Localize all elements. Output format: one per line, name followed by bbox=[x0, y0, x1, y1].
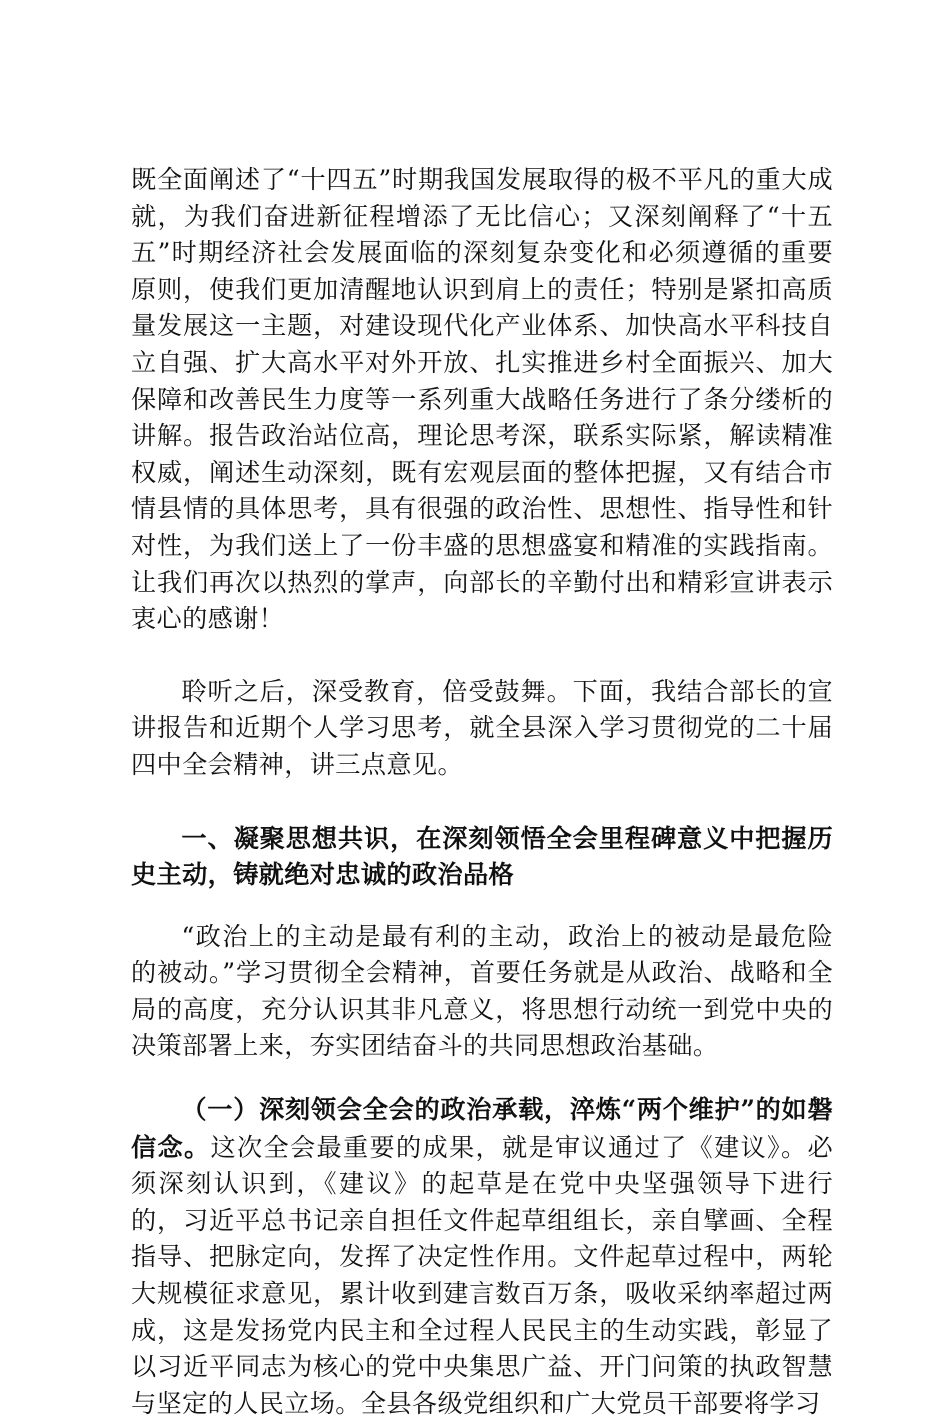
document-body bbox=[131, 162, 833, 1422]
subsection-text: 这次全会最重要的成果，就是审议通过了《建议》。必须深刻认识到，《建议》的起草是在党中央坚强领导下进行的，习近平总书记亲自担任文件起草组组长，亲自擘画、全程指导、把脉定向，发挥了决定性作用。文件起草过程中，两轮大规模征求意见，累计收到建言数百万条，吸收采纳率超过两成，这是发扬党内民主和全过程人民民主的生动实践，彰显了以习近平同志为核心的党中央集思广益、开门问策的执政智慧与坚定的人民立场。全县各级党组织和广大党员干部要将学习 bbox=[131, 1132, 833, 1418]
body-paragraph: “政治上的主动是最有利的主动，政治上的被动是最危险的被动。”学习贯彻全会精神，首要任务就是从政治、战略和全局的高度，充分认识其非凡意义，将思想行动统一到党中央的决策部署上来，夯实团结奋斗的共同思想政治基础。 bbox=[131, 921, 833, 1061]
subsection-heading: （一）深刻领会全会的政治承载，淬炼“两个维护”的如磐信念。 bbox=[131, 1094, 833, 1162]
body-paragraph: 既全面阐述了“十四五”时期我国发展取得的极不平凡的重大成就，为我们奋进新征程增添了无比信心；又深刻阐释了“十五五”时期经济社会发展面临的深刻复杂变化和必须遵循的重要原则，使我们更加清醒地认识到肩上的责任；特别是紧扣高质量发展这一主题，对建设现代化产业体系、加快高水平科技自立自强、扩大高水平对外开放、扎实推进乡村全面振兴、加大保障和改善民生力度等一系列重大战略任务进行了条分缕析的讲解。报告政治站位高，理论思考深，联系实际紧，解读精准权威，阐述生动深刻，既有宏观层面的整体把握，又有结合市情县情的具体思考，具有很强的政治性、思想性、指导性和针对性，为我们送上了一份丰盛的思想盛宴和精准的实践指南。让我们再次以热烈的掌声，向部长的辛勤付出和精彩宣讲表示衷心的感谢！ bbox=[131, 165, 833, 634]
section-heading: 一、凝聚思想共识，在深刻领悟全会里程碑意义中把握历史主动，铸就绝对忠诚的政治品格 bbox=[131, 822, 833, 890]
body-paragraph: 聆听之后，深受教育，倍受鼓舞。下面，我结合部长的宣讲报告和近期个人学习思考，就全县深入学习贯彻党的二十届四中全会精神，讲三点意见。 bbox=[131, 676, 833, 779]
subsection-paragraph bbox=[131, 1091, 833, 1422]
